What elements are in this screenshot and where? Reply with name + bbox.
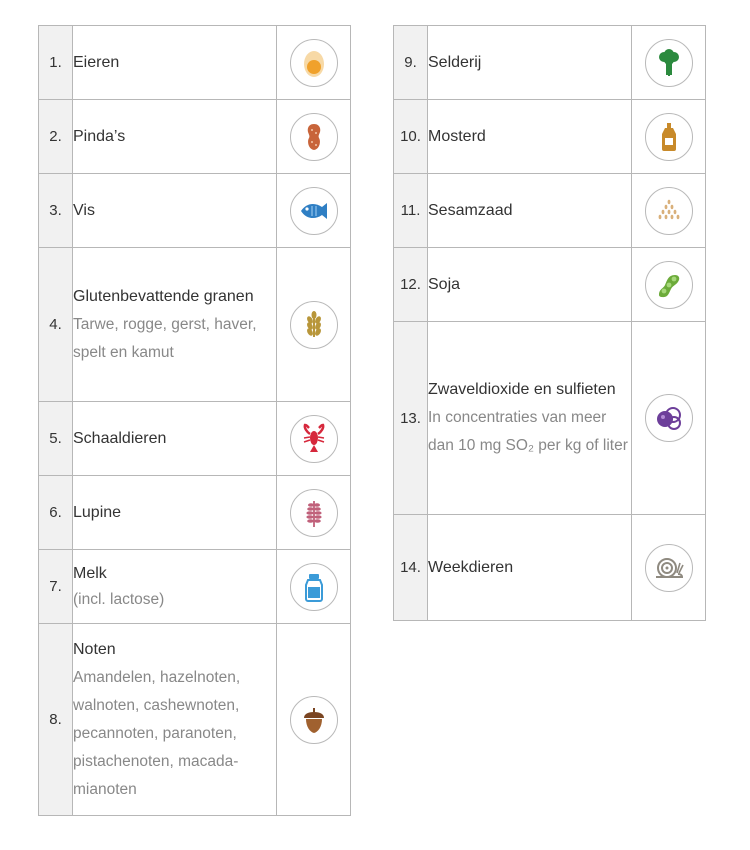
row-icon-cell	[277, 402, 351, 476]
sulphite-bubbles-icon	[645, 394, 693, 442]
table-row	[394, 100, 706, 174]
row-text	[73, 26, 277, 100]
row-icon-cell	[277, 624, 351, 816]
allergen-name: Zwaveldioxide en sulfieten	[428, 381, 616, 398]
allergen-name: Weekdieren	[428, 558, 514, 576]
allergen-name: Glutenbevattende granen	[73, 287, 254, 305]
row-text	[73, 624, 277, 816]
row-text	[73, 248, 277, 402]
fish-icon	[290, 187, 338, 235]
table-row	[39, 402, 351, 476]
row-number: 4.	[39, 248, 73, 402]
row-text	[73, 100, 277, 174]
allergen-name: Soja	[428, 275, 461, 293]
allergen-name: Eieren	[73, 53, 120, 71]
row-number: 1.	[39, 26, 73, 100]
table-row	[39, 174, 351, 248]
row-icon-cell	[277, 26, 351, 100]
table-row	[39, 26, 351, 100]
sesame-seeds-icon	[645, 187, 693, 235]
allergen-name: Mosterd	[428, 127, 486, 145]
table-row	[394, 248, 706, 322]
table-row	[39, 248, 351, 402]
row-icon-cell	[632, 515, 706, 621]
row-number: 9.	[394, 26, 428, 100]
row-icon-cell	[632, 174, 706, 248]
row-icon-cell	[632, 26, 706, 100]
table-row	[39, 100, 351, 174]
table-row	[394, 26, 706, 100]
row-number: 2.	[39, 100, 73, 174]
row-number: 13.	[394, 322, 428, 515]
row-text	[73, 550, 277, 624]
table-row	[394, 174, 706, 248]
mustard-bottle-icon	[645, 113, 693, 161]
row-text	[428, 174, 632, 248]
row-text	[428, 26, 632, 100]
row-number: 6.	[39, 476, 73, 550]
row-icon-cell	[277, 550, 351, 624]
table-row	[39, 624, 351, 816]
row-icon-cell	[277, 476, 351, 550]
row-number: 8.	[39, 624, 73, 816]
snail-icon	[645, 544, 693, 592]
allergen-detail: (incl. lactose)	[73, 590, 165, 608]
row-text	[428, 248, 632, 322]
allergen-table-left	[38, 25, 351, 816]
allergen-name: Noten	[73, 640, 116, 658]
allergen-detail: Tarwe, rogge, gerst, haver, spelt en kamut	[73, 315, 257, 361]
soybean-icon	[645, 261, 693, 309]
allergen-table-right	[393, 25, 706, 621]
row-icon-cell	[277, 174, 351, 248]
milk-bottle-icon	[290, 563, 338, 611]
row-icon-cell	[632, 248, 706, 322]
row-icon-cell	[632, 100, 706, 174]
row-icon-cell	[277, 100, 351, 174]
allergen-name: Sesamzaad	[428, 201, 513, 219]
row-icon-cell	[277, 248, 351, 402]
row-number: 7.	[39, 550, 73, 624]
allergen-name: Lupine	[73, 503, 122, 521]
row-number: 14.	[394, 515, 428, 621]
egg-icon	[290, 39, 338, 87]
row-number: 5.	[39, 402, 73, 476]
row-text	[428, 100, 632, 174]
row-number: 12.	[394, 248, 428, 322]
allergen-name: Schaaldieren	[73, 429, 167, 447]
lupine-icon	[290, 489, 338, 537]
row-number: 10.	[394, 100, 428, 174]
row-text	[428, 322, 632, 515]
row-text	[73, 476, 277, 550]
row-text	[73, 402, 277, 476]
wheat-icon	[290, 301, 338, 349]
row-text	[73, 174, 277, 248]
table-row	[39, 476, 351, 550]
allergen-name: Selderij	[428, 53, 482, 71]
lobster-icon	[290, 415, 338, 463]
allergen-name: Vis	[73, 201, 95, 219]
peanut-icon	[290, 113, 338, 161]
allergen-name: Melk	[73, 564, 107, 582]
table-row	[39, 550, 351, 624]
table-row	[394, 515, 706, 621]
table-row	[394, 322, 706, 515]
celery-icon	[645, 39, 693, 87]
acorn-icon	[290, 696, 338, 744]
allergen-detail: Amandelen, hazelnoten, walnoten, cashewnoten, pecannoten, paranoten, pistachenoten, macada-mianoten	[73, 668, 241, 798]
row-text	[428, 515, 632, 621]
allergen-name: Pinda’s	[73, 127, 126, 145]
row-number: 11.	[394, 174, 428, 248]
row-number: 3.	[39, 174, 73, 248]
row-icon-cell	[632, 322, 706, 515]
allergen-detail: In concentraties van meer dan 10 mg SO₂ per kg of liter	[428, 409, 628, 454]
